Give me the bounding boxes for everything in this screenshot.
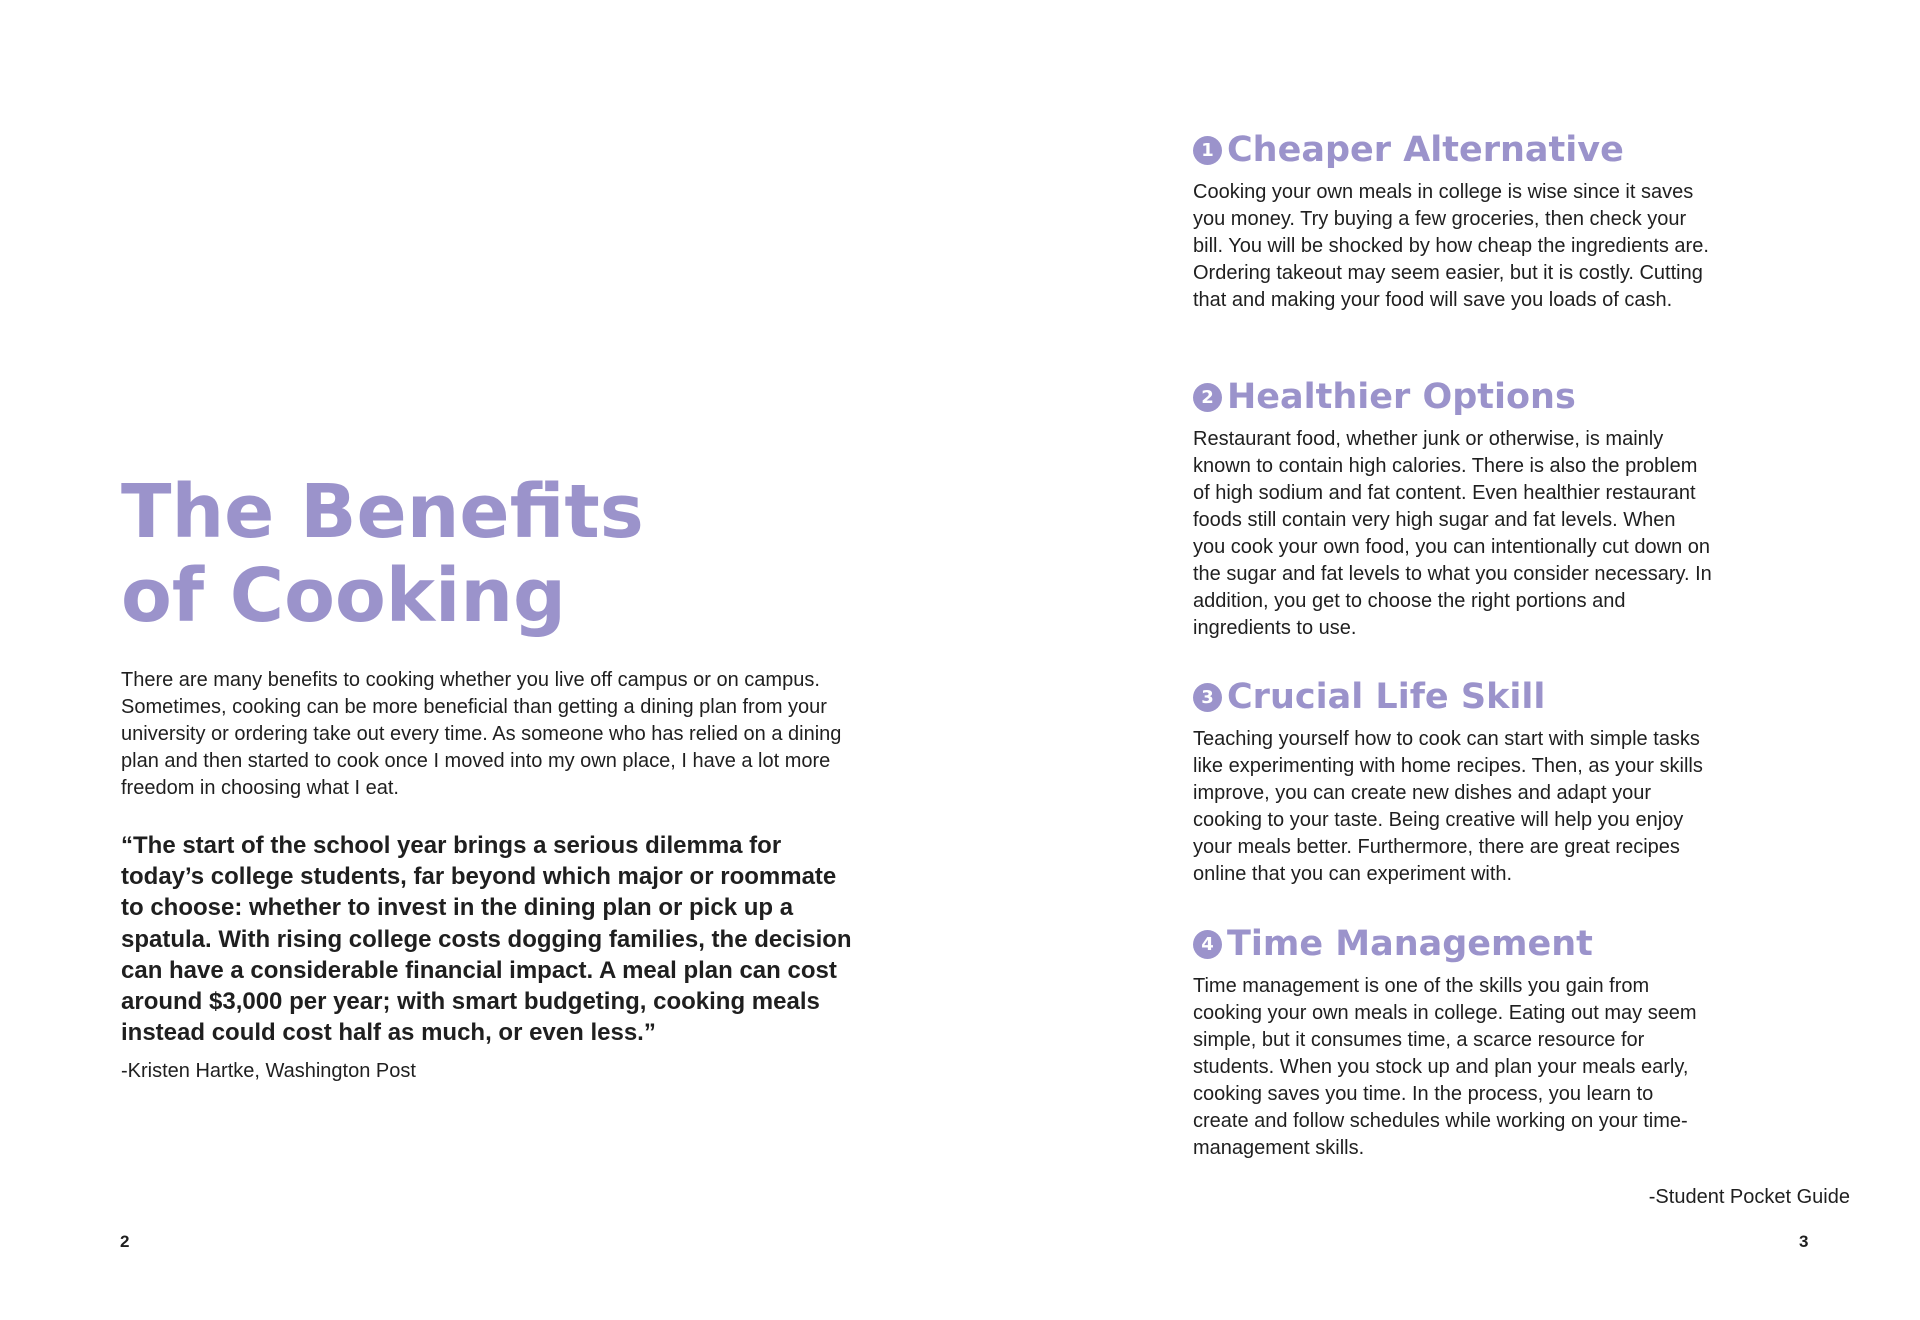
section-body: Time management is one of the skills you gain from cooking your own meals in college. Eating out may seem simple, but it consumes time, a scarce resource for students. When you stock up and plan your meals early, cooking saves you time. In the process, you learn to create and follow schedules while working on your time-management skills. <box>1193 975 1697 1159</box>
number-badge-icon: 4 <box>1193 930 1222 959</box>
section-title: Time Management <box>1227 924 1593 964</box>
section-heading <box>1193 128 1713 172</box>
section-heading <box>1193 375 1713 419</box>
pull-quote: “The start of the school year brings a serious dilemma for today’s college students, far beyond which major or roommate to choose: whether to invest in the dining plan or pick up a spatula. With rising college costs dogging families, the decision can have a considerable financial impact. A meal plan can cost around $3,000 per year; with smart budgeting, cooking meals instead could cost half as much, or even less.” <box>121 832 852 1047</box>
page-number-left: 2 <box>120 1232 130 1251</box>
number-badge-icon: 3 <box>1193 683 1222 712</box>
section-body: Restaurant food, whether junk or otherwise, is mainly known to contain high calories. There is also the problem of high sodium and fat content. Even healthier restaurant foods still contain very high sugar and fat levels. When you cook your own food, you can intentionally cut down on the sugar and fat levels to what you consider necessary. In addition, you get to choose the right portions and ingredients to use. <box>1193 428 1712 639</box>
number-badge-icon: 2 <box>1193 383 1222 412</box>
page-number-right: 3 <box>1799 1232 1809 1251</box>
source-attribution: -Student Pocket Guide <box>1648 1186 1850 1208</box>
section-heading <box>1193 922 1713 966</box>
quote-attribution: -Kristen Hartke, Washington Post <box>121 1060 416 1082</box>
section-crucial-life-skill <box>1193 675 1713 888</box>
number-badge-icon: 1 <box>1193 136 1222 165</box>
page-title <box>121 470 644 638</box>
section-healthier-options <box>1193 375 1713 642</box>
section-body: Teaching yourself how to cook can start with simple tasks like experimenting with home recipes. Then, as your skills improve, you can create new dishes and adapt your cooking to your taste. Being creative will help you enjoy your meals better. Furthermore, there are great recipes online that you can experiment with. <box>1193 728 1703 885</box>
section-heading <box>1193 675 1713 719</box>
section-title: Cheaper Alternative <box>1227 130 1624 170</box>
section-title: Crucial Life Skill <box>1227 677 1546 717</box>
intro-paragraph: There are many benefits to cooking whether you live off campus or on campus. Sometimes, cooking can be more beneficial than getting a dining plan from your university or ordering take out every time. As someone who has relied on a dining plan and then started to cook once I moved into my own place, I have a lot more freedom in choosing what I eat. <box>121 669 842 799</box>
section-time-management <box>1193 922 1713 1162</box>
section-body: Cooking your own meals in college is wise since it saves you money. Try buying a few groceries, then check your bill. You will be shocked by how cheap the ingredients are. Ordering takeout may seem easier, but it is costly. Cutting that and making your food will save you loads of cash. <box>1193 181 1709 311</box>
section-title: Healthier Options <box>1227 377 1576 417</box>
page-title-line-1: The Benefits <box>121 469 644 555</box>
section-cheaper-alternative <box>1193 128 1713 314</box>
page-title-line-2: of Cooking <box>121 553 567 639</box>
